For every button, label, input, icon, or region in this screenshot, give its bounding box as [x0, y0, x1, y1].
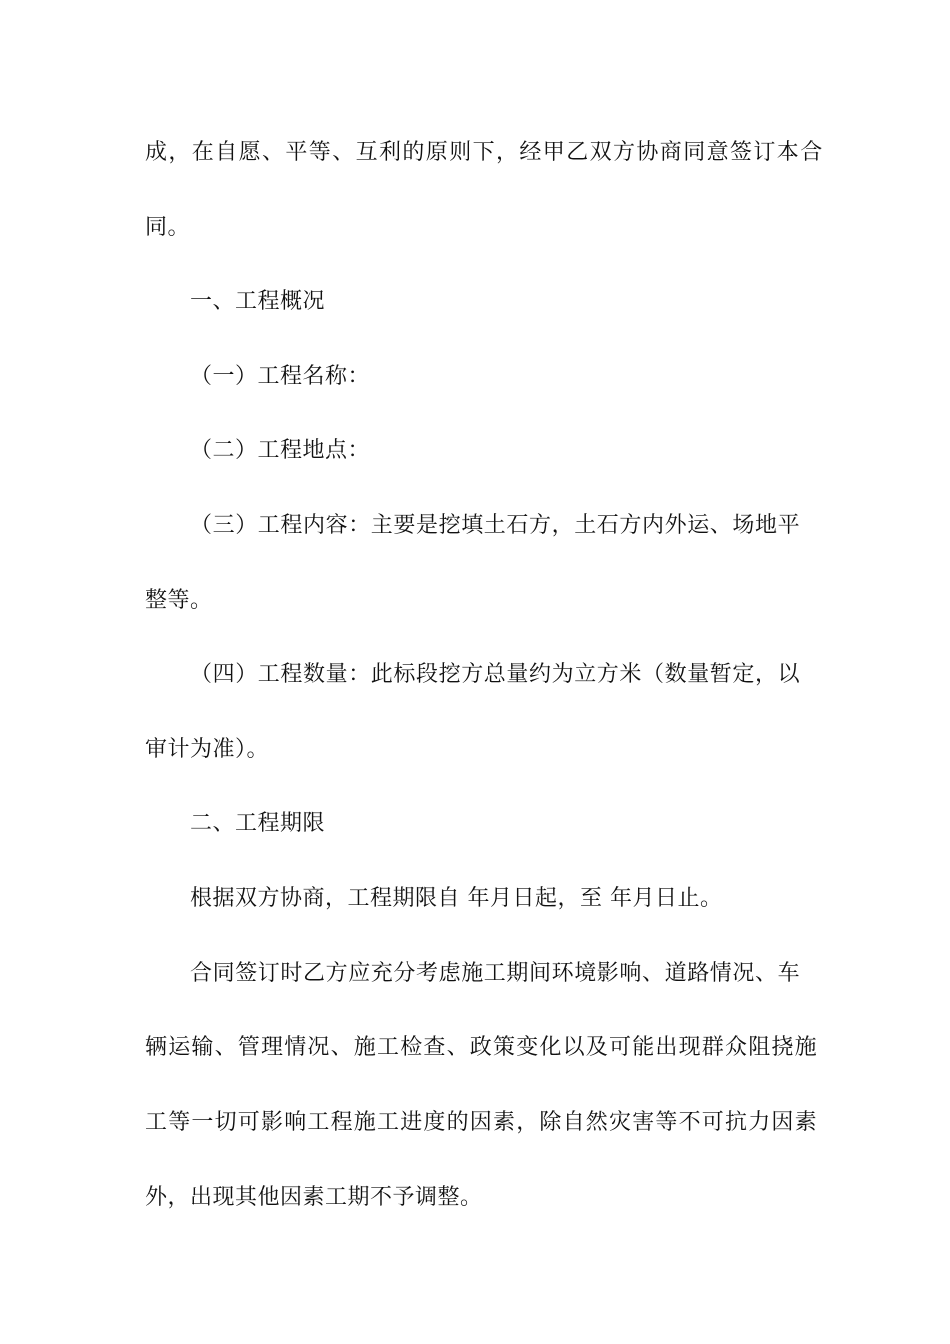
- paragraph-line: 整等。: [145, 588, 213, 613]
- project-quantity-line: （四）工程数量：此标段挖方总量约为立方米（数量暂定，以: [190, 662, 801, 687]
- paragraph-line: 外，出现其他因素工期不予调整。: [145, 1185, 483, 1210]
- paragraph-line: 工等一切可影响工程施工进度的因素，除自然灾害等不可抗力因素: [145, 1110, 818, 1135]
- paragraph-line: 同。: [145, 215, 191, 240]
- period-line: 根据双方协商，工程期限自 年月日起，至 年月日止。: [190, 886, 723, 911]
- project-name-line: （一）工程名称：: [190, 364, 371, 389]
- project-content-line: （三）工程内容：主要是挖填土石方，土石方内外运、场地平: [190, 513, 801, 538]
- paragraph-line: 成，在自愿、平等、互利的原则下，经甲乙双方协商同意签订本合: [145, 140, 824, 165]
- project-location-line: （二）工程地点：: [190, 438, 371, 463]
- paragraph-line: 辆运输、管理情况、施工检查、政策变化以及可能出现群众阻挠施: [145, 1035, 818, 1060]
- section-heading-overview: 一、工程概况: [190, 289, 326, 314]
- paragraph-line: 合同签订时乙方应充分考虑施工期间环境影响、道路情况、车: [190, 961, 801, 986]
- paragraph-line: 审计为准）。: [145, 737, 270, 762]
- section-heading-period: 二、工程期限: [190, 811, 326, 836]
